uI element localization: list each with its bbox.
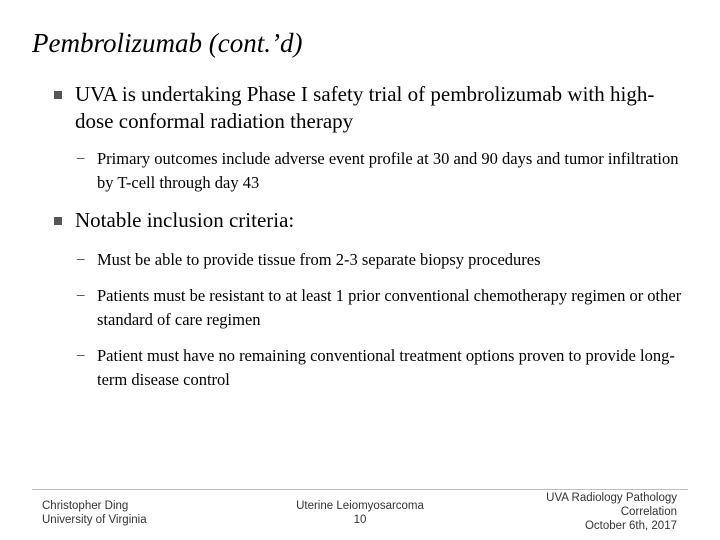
dash-bullet-icon: − (76, 346, 86, 365)
slide-number: 10 (353, 514, 367, 526)
bullet-text: UVA is undertaking Phase I safety trial of pembrolizumab with high-dose conformal radiation therapy (75, 82, 655, 133)
square-bullet-icon (54, 91, 62, 99)
footer-author-affiliation: University of Virginia (42, 514, 147, 526)
footer-topic (260, 499, 460, 527)
footer-author-name: Christopher Ding (42, 500, 129, 512)
bullet-text: Notable inclusion criteria: (75, 208, 295, 232)
sub-bullet-text: Patient must have no remaining conventional treatment options proven to provide long-term disease control (97, 346, 675, 389)
footer-divider (32, 489, 688, 490)
slide-title: Pembrolizumab (cont.’d) (32, 28, 303, 58)
footer-event-date: October 6th, 2017 (584, 520, 677, 532)
footer-event (500, 491, 677, 533)
footer-topic-title: Uterine Leiomyosarcoma (296, 500, 424, 512)
dash-bullet-icon: − (76, 286, 86, 305)
footer-event-subtitle: Correlation (620, 506, 677, 518)
dash-bullet-icon: − (76, 250, 86, 269)
sub-bullet-text: Patients must be resistant to at least 1 prior conventional chemotherapy regimen or other standard of care regimen (97, 286, 682, 329)
square-bullet-icon (54, 217, 62, 225)
sub-bullet-text: Must be able to provide tissue from 2-3 separate biopsy procedures (97, 250, 541, 269)
dash-bullet-icon: − (76, 149, 86, 168)
footer-author (42, 499, 147, 527)
footer-event-name: UVA Radiology Pathology (546, 492, 677, 504)
sub-bullet-text: Primary outcomes include adverse event profile at 30 and 90 days and tumor infiltration by T-cell through day 43 (97, 149, 679, 192)
